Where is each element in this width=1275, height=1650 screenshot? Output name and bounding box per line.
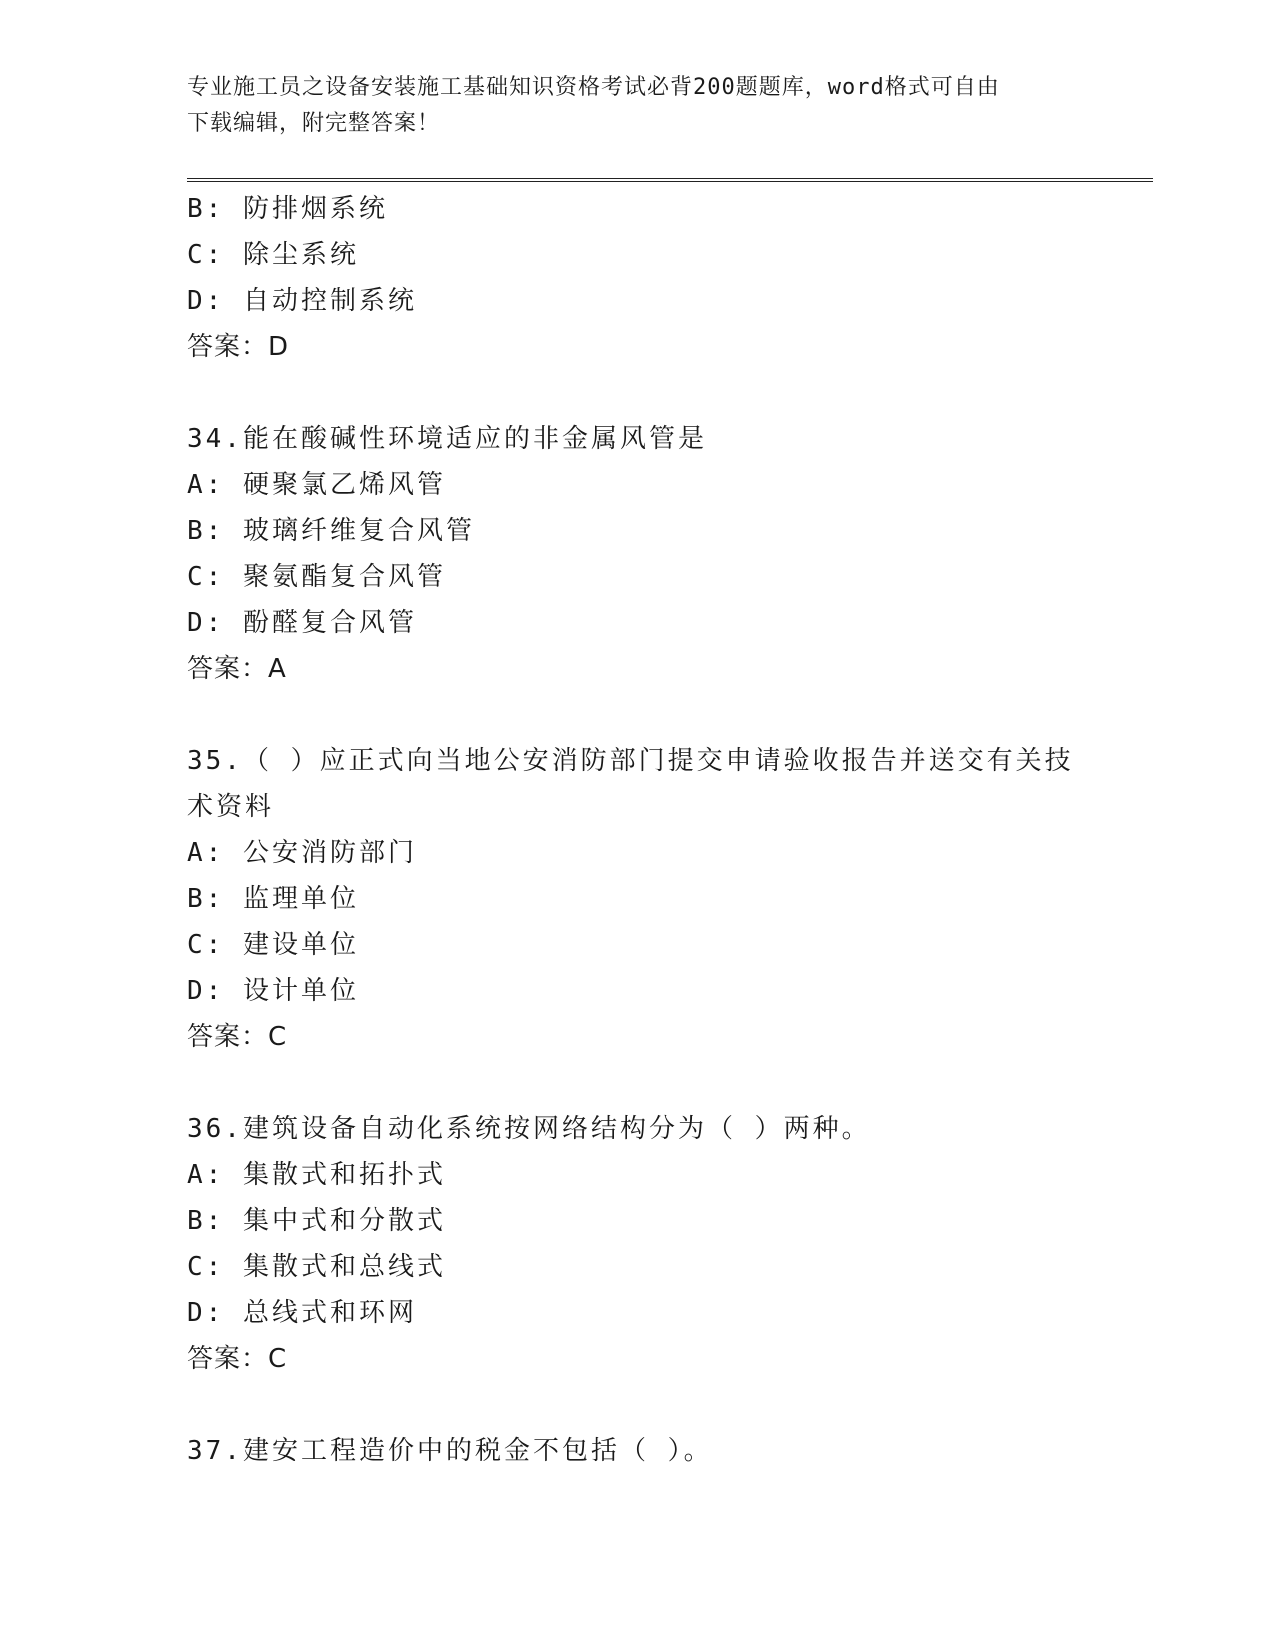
option-a: A: 硬聚氯乙烯风管 [187,470,446,500]
question-title-line-2: 术资料 [187,792,275,822]
option-b: B: 防排烟系统 [187,194,388,224]
question-title: 36.建筑设备自动化系统按网络结构分为（ ）两种。 [187,1114,871,1144]
option-d: D: 自动控制系统 [187,286,417,316]
answer: 答案：C [187,1344,288,1374]
option-d: D: 总线式和环网 [187,1298,417,1328]
question-title: 37.建安工程造价中的税金不包括（ ）。 [187,1436,713,1466]
option-c: C: 建设单位 [187,930,359,960]
answer: 答案：A [187,654,287,684]
header-line-1: 专业施工员之设备安装施工基础知识资格考试必背200题题库，word格式可自由 [187,75,1000,100]
header-divider [187,178,1153,182]
option-d: D: 设计单位 [187,976,359,1006]
question-title-line-1: 35.（ ）应正式向当地公安消防部门提交申请验收报告并送交有关技 [187,746,1074,776]
option-b: B: 集中式和分散式 [187,1206,446,1236]
option-a: A: 公安消防部门 [187,838,417,868]
document-header [187,70,1087,142]
question-title: 34.能在酸碱性环境适应的非金属风管是 [187,424,707,454]
question-33 [187,186,1087,370]
answer: 答案：D [187,332,290,362]
question-34 [187,416,1087,692]
question-36 [187,1106,1087,1382]
option-c: C: 集散式和总线式 [187,1252,446,1282]
header-line-2: 下载编辑，附完整答案！ [187,111,441,136]
question-37 [187,1428,1087,1474]
question-35 [187,738,1087,1060]
option-c: C: 聚氨酯复合风管 [187,562,446,592]
option-d: D: 酚醛复合风管 [187,608,417,638]
option-b: B: 监理单位 [187,884,359,914]
option-a: A: 集散式和拓扑式 [187,1160,446,1190]
question-list [187,186,1087,1474]
option-b: B: 玻璃纤维复合风管 [187,516,475,546]
option-c: C: 除尘系统 [187,240,359,270]
answer: 答案：C [187,1022,288,1052]
